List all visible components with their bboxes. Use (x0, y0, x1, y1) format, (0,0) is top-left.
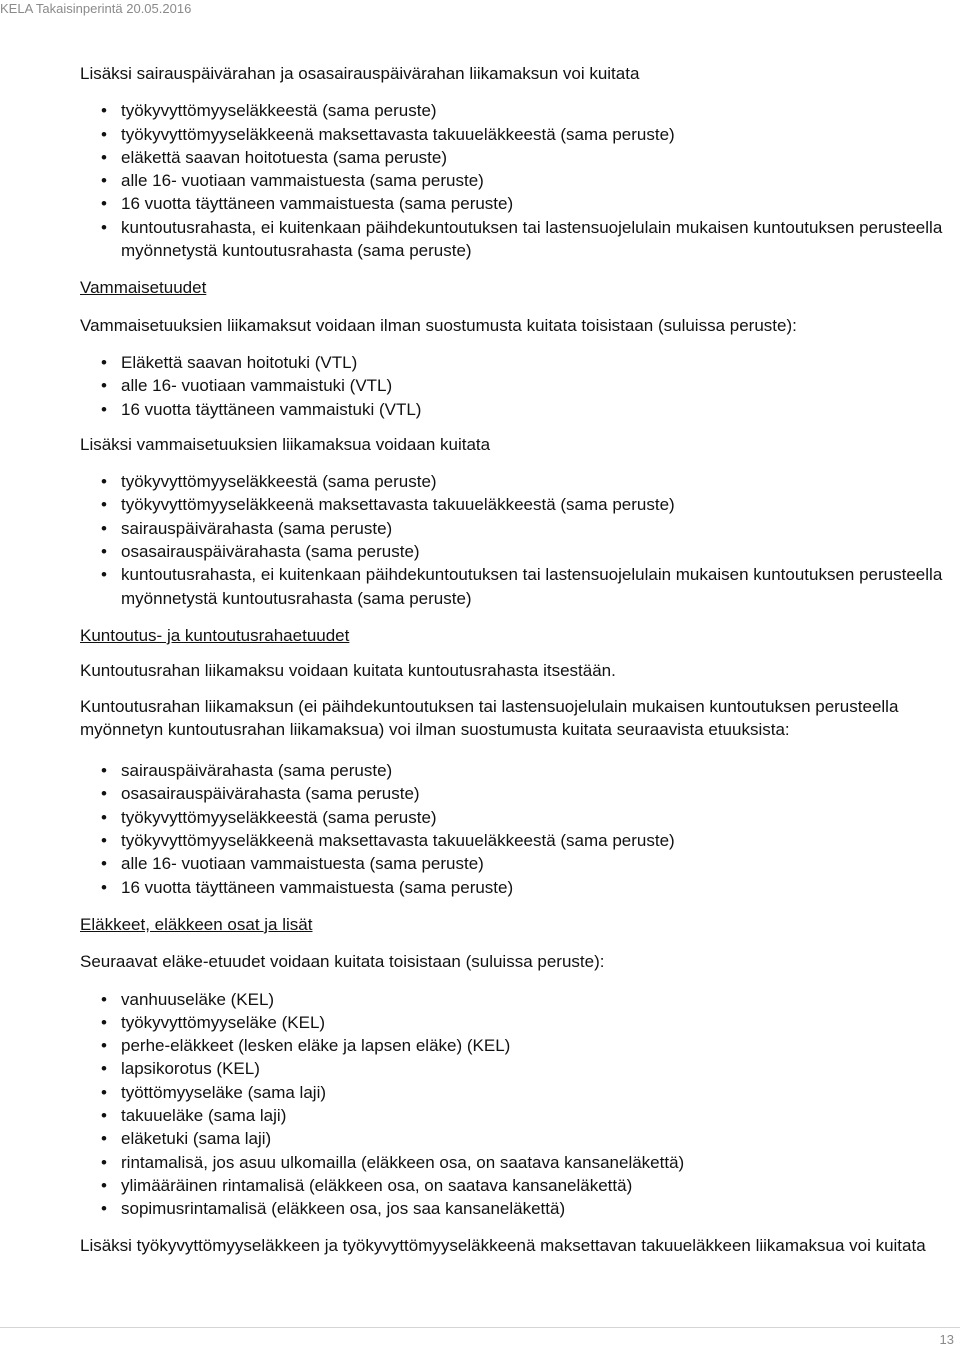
list-item: • työkyvyttömyyseläkkeenä maksettavasta takuueläkkeestä (sama peruste) (121, 123, 952, 146)
list-item: • kuntoutusrahasta, ei kuitenkaan päihdekuntoutuksen tai lastensuojelulain mukaisen kuntoutuksen perusteella myönnetystä kuntoutusrahasta (sama peruste) (121, 563, 952, 610)
list-item: • ylimääräinen rintamalisä (eläkkeen osa, on saatava kansaneläkettä) (121, 1174, 952, 1197)
list-item: • sairauspäivärahasta (sama peruste) (121, 517, 952, 540)
document-header: KELA Takaisinperintä 20.05.2016 (0, 1, 192, 16)
list-item: • vanhuuseläke (KEL) (121, 988, 952, 1011)
vamma-extra-list (80, 470, 952, 610)
list-item: • työkyvyttömyyseläkkeestä (sama peruste) (121, 99, 952, 122)
kuntoutus-paragraph-1: Kuntoutusrahan liikamaksu voidaan kuitata kuntoutusrahasta itsestään. (80, 661, 616, 681)
list-item: • työkyvyttömyyseläkkeestä (sama peruste) (121, 470, 952, 493)
list-item: • eläketuki (sama laji) (121, 1127, 952, 1150)
list-item: • eläkettä saavan hoitotuesta (sama peruste) (121, 146, 952, 169)
kuntoutus-paragraph-2: Kuntoutusrahan liikamaksun (ei päihdekuntoutuksen tai lastensuojelulain mukaisen kuntoutuksen perusteella myönnetyn kuntoutusrahan liikamaksua) voi ilman suostumusta kuitata seuraavista etuuksista: (80, 696, 899, 739)
document-body (80, 62, 952, 1258)
kuntoutus-list (80, 759, 952, 899)
list-item: • lapsikorotus (KEL) (121, 1057, 952, 1080)
list-item: • työkyvyttömyyseläke (KEL) (121, 1011, 952, 1034)
list-item: • osasairauspäivärahasta (sama peruste) (121, 540, 952, 563)
list-item: • takuueläke (sama laji) (121, 1104, 952, 1127)
list-item: • perhe-eläkkeet (lesken eläke ja lapsen eläke) (KEL) (121, 1034, 952, 1057)
list-item: • työkyvyttömyyseläkkeenä maksettavasta takuueläkkeestä (sama peruste) (121, 493, 952, 516)
closing-paragraph: Lisäksi työkyvyttömyyseläkkeen ja työkyvyttömyyseläkkeenä maksettavan takuueläkkeen liikamaksua voi kuitata (80, 1236, 926, 1256)
list-item: • sopimusrintamalisä (eläkkeen osa, jos saa kansaneläkettä) (121, 1197, 952, 1220)
list-item: • osasairauspäivärahasta (sama peruste) (121, 782, 952, 805)
heading-kuntoutus: Kuntoutus- ja kuntoutusrahaetuudet (80, 625, 350, 645)
list-item: • työttömyyseläke (sama laji) (121, 1081, 952, 1104)
heading-vammaisetuudet: Vammaisetuudet (80, 278, 207, 298)
list-item: • 16 vuotta täyttäneen vammaistuesta (sama peruste) (121, 876, 952, 899)
list-item: • 16 vuotta täyttäneen vammaistuesta (sama peruste) (121, 192, 952, 215)
list-item: • alle 16- vuotiaan vammaistuki (VTL) (121, 374, 952, 397)
intro-paragraph: Lisäksi sairauspäivärahan ja osasairauspäivärahan liikamaksun voi kuitata (80, 64, 640, 83)
list-item: • sairauspäivärahasta (sama peruste) (121, 759, 952, 782)
vamma-paragraph: Vammaisetuuksien liikamaksut voidaan ilman suostumusta kuitata toisistaan (suluissa peruste): (80, 315, 797, 335)
elake-list (80, 988, 952, 1221)
list-item: • 16 vuotta täyttäneen vammaistuki (VTL) (121, 398, 952, 421)
footer-divider (0, 1327, 960, 1328)
list-item: • kuntoutusrahasta, ei kuitenkaan päihdekuntoutuksen tai lastensuojelulain mukaisen kuntoutuksen perusteella myönnetystä kuntoutusrahasta (sama peruste) (121, 216, 952, 263)
list-item: • Eläkettä saavan hoitotuki (VTL) (121, 351, 952, 374)
heading-elakkeet: Eläkkeet, eläkkeen osat ja lisät (80, 914, 313, 934)
vamma-extra-paragraph: Lisäksi vammaisetuuksien liikamaksua voidaan kuitata (80, 434, 491, 454)
list-item: • rintamalisä, jos asuu ulkomailla (eläkkeen osa, on saatava kansaneläkettä) (121, 1151, 952, 1174)
vamma-list (80, 351, 952, 421)
list-item: • työkyvyttömyyseläkkeestä (sama peruste) (121, 806, 952, 829)
elake-paragraph: Seuraavat eläke-etuudet voidaan kuitata toisistaan (suluissa peruste): (80, 952, 605, 972)
list-item: • työkyvyttömyyseläkkeenä maksettavasta takuueläkkeestä (sama peruste) (121, 829, 952, 852)
list-item: • alle 16- vuotiaan vammaistuesta (sama peruste) (121, 852, 952, 875)
list-item: • alle 16- vuotiaan vammaistuesta (sama peruste) (121, 169, 952, 192)
page-number: 13 (939, 1332, 954, 1347)
intro-list (80, 99, 952, 262)
